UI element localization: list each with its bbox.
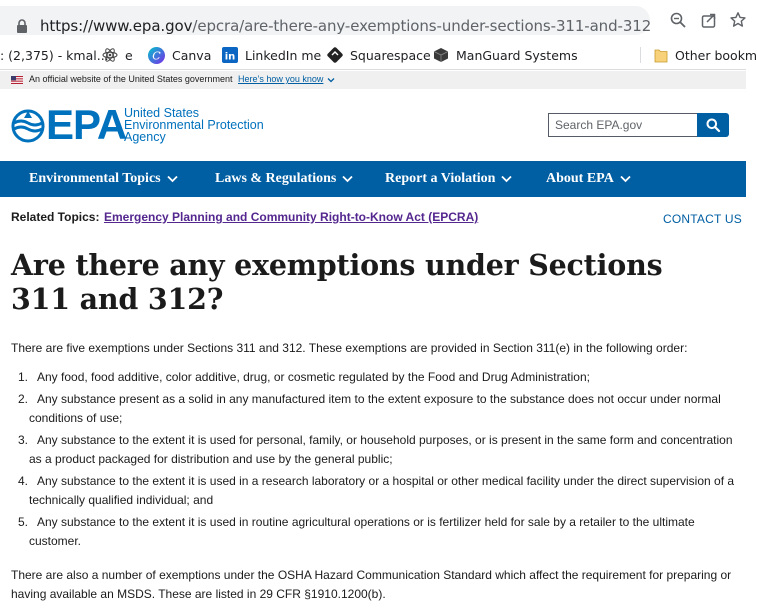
nav-label: About EPA [546, 171, 614, 186]
contact-us-link[interactable]: CONTACT US [663, 212, 742, 226]
agency-line: Agency [124, 130, 166, 144]
bookmark-other[interactable] [654, 46, 757, 64]
epcra-link[interactable]: Emergency Planning and Community Right-to-Know Act (EPCRA) [104, 210, 479, 224]
agency-line: United States [124, 106, 200, 120]
list-text: Any food, food additive, color additive, drug, or cosmetic regulated by the Food and Drug Administration; [37, 370, 590, 384]
search-input[interactable] [549, 114, 697, 136]
bookmark-canva[interactable] [148, 46, 211, 64]
squarespace-icon [327, 47, 343, 63]
svg-text:in: in [224, 51, 236, 63]
bookmark-label: Squarespace [350, 47, 431, 63]
browser-address-bar [0, 0, 746, 40]
epa-seal-icon [11, 109, 45, 143]
list-text: Any substance to the extent it is used in a research laboratory or a hospital or other medical facility under the direct supervision of a technically qualified individual; and [29, 474, 735, 507]
list-text: Any substance to the extent it is used for personal, family, or household purposes, or is present in the same form and concentration as a product packaged for distribution and use by the general public; [29, 433, 733, 466]
list-item [11, 431, 736, 469]
list-number: 4. [18, 474, 29, 488]
list-item [11, 368, 736, 387]
svg-text:C: C [152, 49, 161, 62]
bookmark-label: Canva [172, 47, 212, 63]
bookmark-email[interactable] [0, 46, 109, 64]
bookmark-squarespace[interactable] [327, 46, 431, 64]
nav-environmental-topics[interactable] [29, 171, 178, 187]
page-title: Are there any exemptions under Sections 311 and 312? [11, 248, 663, 316]
folder-icon [654, 48, 668, 63]
list-number: 5. [18, 515, 29, 529]
bookmark-manguard[interactable] [433, 46, 578, 64]
bookmark-linkedin[interactable] [222, 46, 321, 64]
list-number: 3. [18, 433, 29, 447]
us-flag-icon [11, 76, 23, 84]
list-item [11, 390, 736, 428]
search-button[interactable] [697, 113, 729, 137]
nav-label: Environmental Topics [29, 171, 161, 186]
share-icon[interactable] [700, 11, 718, 29]
url-field[interactable] [0, 6, 650, 35]
chevron-down-icon [501, 175, 512, 183]
nav-report-violation[interactable] [385, 171, 512, 187]
chevron-down-icon [342, 175, 353, 183]
zoom-icon[interactable] [669, 11, 687, 29]
list-text: Any substance to the extent it is used in routine agricultural operations or is fertilizer held for sale by a retailer to the ultimate customer. [29, 515, 695, 548]
bookmark-star-icon[interactable] [729, 11, 747, 29]
react-icon [102, 47, 118, 63]
cube-icon [433, 47, 449, 63]
list-number: 2. [18, 392, 29, 406]
gov-banner [0, 71, 746, 89]
nav-laws-regulations[interactable] [215, 171, 353, 187]
bookmarks-bar [0, 40, 757, 70]
heres-how-you-know-link[interactable]: Here’s how you know [238, 74, 324, 84]
bookmark-label: Other bookm [675, 47, 757, 63]
list-item [11, 472, 736, 510]
nav-about-epa[interactable] [546, 171, 631, 187]
canva-icon [148, 47, 165, 64]
url-text[interactable] [40, 17, 651, 35]
agency-line: Environmental Protection [124, 118, 264, 132]
nav-label: Report a Violation [385, 171, 496, 186]
url-host: https://www.epa.gov [40, 17, 193, 35]
chevron-down-icon [167, 175, 178, 183]
bookmark-label: ManGuard Systems [456, 47, 578, 63]
search-icon [706, 118, 720, 132]
intro-paragraph: There are five exemptions under Sections 311 and 312. These exemptions are provided in Section 311(e) in the following order: [11, 341, 688, 355]
url-path: /epcra/are-there-any-exemptions-under-sections-311-and-312 [192, 17, 652, 35]
related-topics-label: Related Topics: [11, 210, 100, 224]
site-header [0, 89, 746, 161]
epa-logo[interactable] [11, 101, 281, 148]
list-item [11, 513, 736, 551]
exemptions-list [11, 368, 736, 554]
osha-paragraph: There are also a number of exemptions under the OSHA Hazard Communication Standard which affect the requirement for preparing or having available an MSDS. These are listed in 29 CFR §1910.1200(b). [11, 568, 732, 601]
bookmarks-divider [640, 47, 641, 63]
search-field[interactable] [548, 113, 698, 137]
gov-banner-text: An official website of the United States government [29, 74, 233, 84]
chevron-down-icon [620, 175, 631, 183]
chevron-down-icon[interactable] [327, 76, 335, 84]
bookmark-label: LinkedIn me [245, 47, 322, 63]
lock-icon[interactable] [15, 18, 29, 34]
epa-wordmark: EPA [46, 101, 127, 148]
list-number: 1. [18, 370, 29, 384]
bookmark-react[interactable] [102, 46, 133, 64]
list-text: Any substance present as a solid in any manufactured item to the extent exposure to the substance does not occur under normal conditions of use; [29, 392, 721, 425]
bookmark-label: : (2,375) - kmal... [0, 47, 109, 63]
nav-label: Laws & Regulations [215, 171, 337, 186]
related-topics-bar [0, 197, 746, 237]
main-nav [0, 161, 746, 197]
agency-name [124, 107, 264, 143]
bookmark-label: e [125, 47, 133, 63]
linkedin-icon [222, 47, 238, 63]
